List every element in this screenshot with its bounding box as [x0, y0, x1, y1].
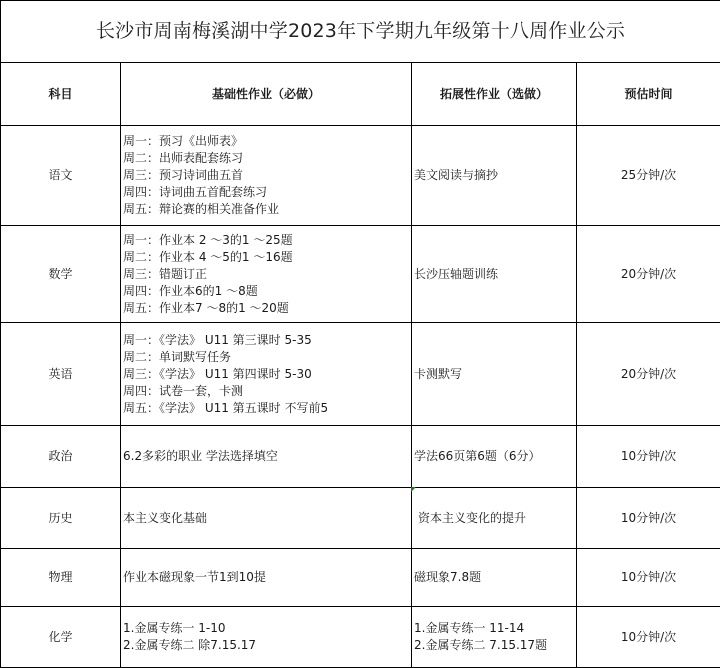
- basic-cell: [121, 549, 412, 607]
- page-title: 长沙市周南梅溪湖中学2023年下学期九年级第十八周作业公示: [1, 1, 720, 63]
- extended-line: 卡测默写: [414, 366, 463, 381]
- header-row: [1, 63, 720, 126]
- subject-cell: 化学: [1, 607, 121, 668]
- basic-cell: [121, 607, 412, 668]
- basic-line: 周一：《学法》 U11 第三课时 5-35: [123, 332, 312, 347]
- basic-line: 周三：《学法》 U11 第四课时 5-30: [123, 366, 312, 381]
- basic-line: 周四：试卷一套，卡测: [123, 383, 244, 398]
- comment-marker-icon: [411, 487, 416, 492]
- basic-line: 周一：作业本 2 ～3的1 ～25题: [123, 232, 293, 247]
- extended-cell: [412, 126, 577, 226]
- header-time: 预估时间: [577, 63, 720, 126]
- extended-cell: [412, 488, 577, 549]
- time-cell: 10分钟/次: [577, 549, 720, 607]
- basic-line: 周二：出师表配套练习: [123, 151, 244, 165]
- table-row: [1, 426, 720, 488]
- basic-line: 周三：预习诗词曲五首: [123, 168, 244, 182]
- basic-cell: [121, 226, 412, 323]
- extended-cell: [412, 426, 577, 488]
- extended-line: 学法66页第6题（6分）: [414, 449, 541, 463]
- table-row: [1, 126, 720, 226]
- basic-line: 周二：单词默写任务: [123, 349, 232, 364]
- basic-cell: [121, 323, 412, 426]
- table-row: [1, 549, 720, 607]
- extended-line: 资本主义变化的提升: [418, 510, 527, 525]
- basic-cell: [121, 426, 412, 488]
- time-cell: 10分钟/次: [577, 488, 720, 549]
- basic-cell: [121, 488, 412, 549]
- basic-line: 2.金属专练二 除7.15.17: [123, 638, 257, 652]
- basic-line: 周一：预习《出师表》: [123, 134, 244, 148]
- time-cell: 20分钟/次: [577, 323, 720, 426]
- table-row: [1, 323, 720, 426]
- basic-line: 周四：作业本6的1 ～8题: [123, 283, 258, 298]
- extended-cell: [412, 226, 577, 323]
- time-cell: 25分钟/次: [577, 126, 720, 226]
- basic-line: 6.2多彩的职业 学法选择填空: [123, 449, 278, 463]
- subject-cell: 政治: [1, 426, 121, 488]
- basic-line: 本主义变化基础: [123, 510, 208, 525]
- basic-line: 周三：错题订正: [123, 266, 208, 281]
- extended-cell: [412, 549, 577, 607]
- time-cell: 20分钟/次: [577, 226, 720, 323]
- header-extended: 拓展性作业（选做）: [412, 63, 577, 126]
- basic-line: 周五：《学法》 U11 第五课时 不写前5: [123, 400, 329, 415]
- basic-line: 周五：辩论赛的相关准备作业: [123, 202, 280, 216]
- extended-line: 2.金属专练二 7.15.17题: [414, 638, 548, 652]
- time-cell: 10分钟/次: [577, 426, 720, 488]
- basic-line: 1.金属专练一 1-10: [123, 621, 226, 635]
- table-row: [1, 226, 720, 323]
- extended-cell: [412, 607, 577, 668]
- time-cell: 10分钟/次: [577, 607, 720, 668]
- header-subject: 科目: [1, 63, 121, 126]
- extended-line: 长沙压轴题训练: [414, 266, 499, 281]
- extended-cell: [412, 323, 577, 426]
- basic-line: 周二：作业本 4 ～5的1 ～16题: [123, 249, 293, 264]
- subject-cell: 数学: [1, 226, 121, 323]
- subject-cell: 语文: [1, 126, 121, 226]
- header-basic: 基础性作业（必做）: [121, 63, 412, 126]
- table-row: [1, 607, 720, 668]
- basic-line: 周五：作业本7 ～8的1 ～20题: [123, 300, 289, 315]
- extended-line: 美文阅读与摘抄: [414, 168, 499, 182]
- subject-cell: 物理: [1, 549, 121, 607]
- subject-cell: 历史: [1, 488, 121, 549]
- extended-line: 磁现象7.8题: [414, 570, 482, 584]
- extended-line: 1.金属专练一 11-14: [414, 621, 525, 635]
- table-row: [1, 488, 720, 549]
- title-row: [1, 1, 720, 63]
- basic-line: 周四：诗词曲五首配套练习: [123, 185, 268, 199]
- subject-cell: 英语: [1, 323, 121, 426]
- basic-line: 作业本磁现象一节1到10提: [123, 570, 266, 584]
- basic-cell: [121, 126, 412, 226]
